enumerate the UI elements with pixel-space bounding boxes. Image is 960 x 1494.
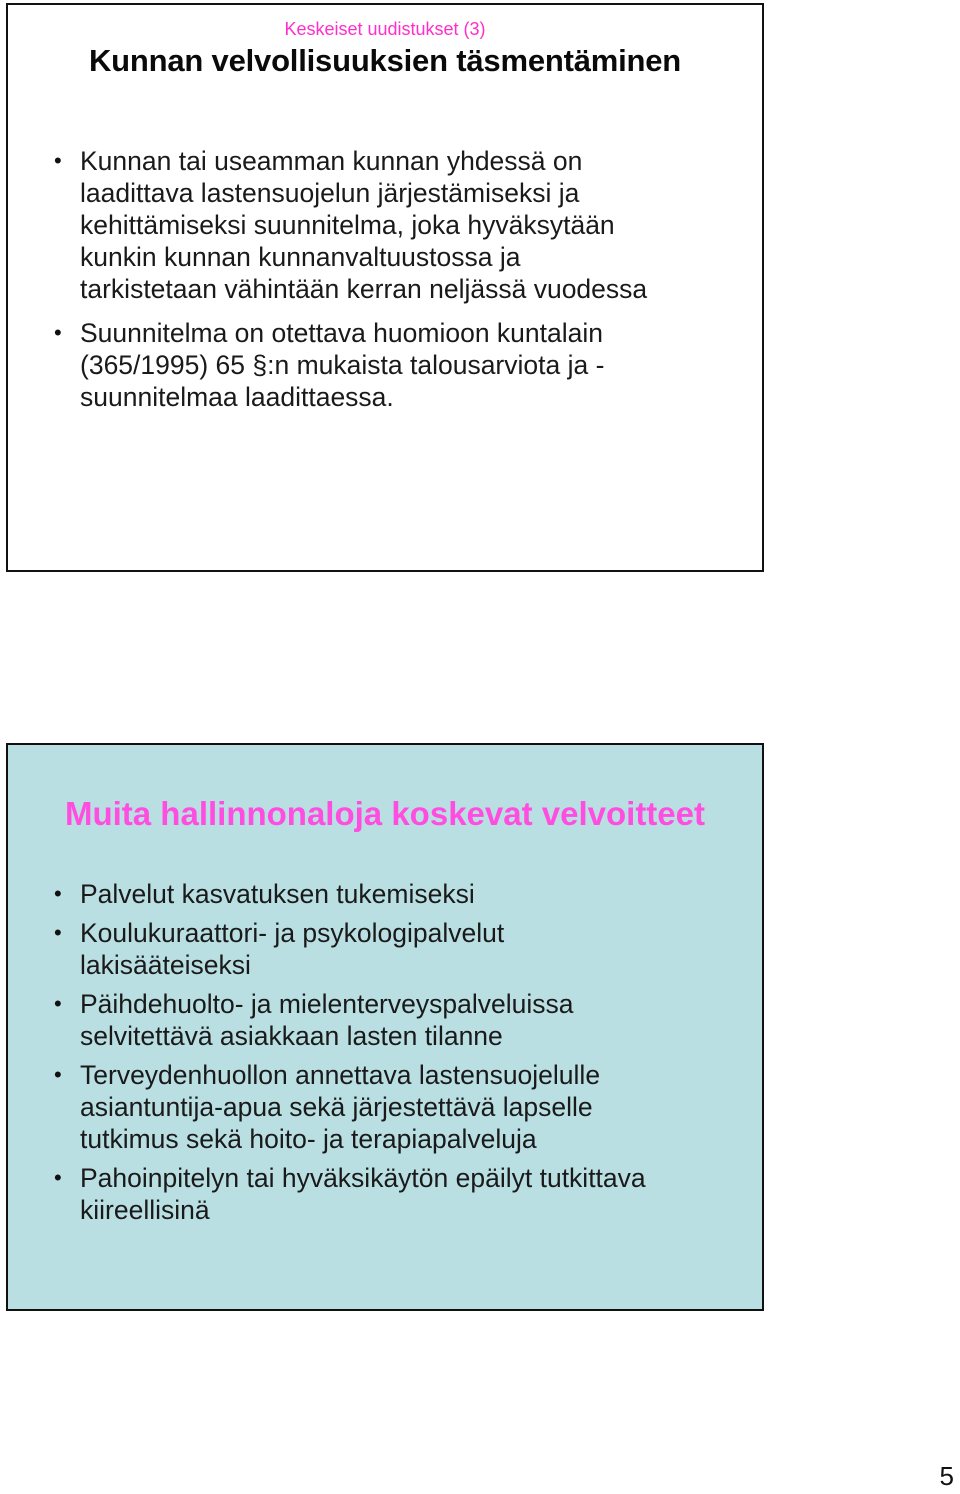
bullet-icon: •	[54, 1165, 62, 1190]
bullet-text-line: Suunnitelma on otettava huomioon kuntalain	[80, 318, 603, 348]
bullet-item	[54, 1059, 732, 1155]
bullet-item	[54, 988, 732, 1052]
bullet-text-line: lakisääteiseksi	[80, 950, 251, 980]
bullet-text-line: selvitettävä asiakkaan lasten tilanne	[80, 1021, 503, 1051]
bullet-list	[54, 878, 732, 1233]
bullet-text-line: Kunnan tai useamman kunnan yhdessä on	[80, 146, 583, 176]
bullet-icon: •	[54, 320, 62, 345]
bullet-icon: •	[54, 920, 62, 945]
bullet-text-line: suunnitelmaa laadittaessa.	[80, 382, 394, 412]
bullet-icon: •	[54, 1062, 62, 1087]
bullet-text-line: laadittava lastensuojelun järjestämiseksi ja	[80, 178, 580, 208]
bullet-text-line: Palvelut kasvatuksen tukemiseksi	[80, 879, 475, 909]
bullet-item	[54, 145, 732, 305]
page-number: 5	[939, 1461, 954, 1491]
bullet-item	[54, 317, 732, 413]
bullet-text-line: asiantuntija-apua sekä järjestettävä lapselle	[80, 1092, 593, 1122]
bullet-text-line: Pahoinpitelyn tai hyväksikäytön epäilyt tutkittava	[80, 1163, 646, 1193]
bullet-text-line: tarkistetaan vähintään kerran neljässä vuodessa	[80, 274, 648, 304]
bullet-text-line: (365/1995) 65 §:n mukaista talousarviota ja -	[80, 350, 605, 380]
slide-title: Muita hallinnonaloja koskevat velvoitteet	[64, 795, 705, 832]
bullet-icon: •	[54, 991, 62, 1016]
bullet-item	[54, 917, 732, 981]
bullet-text-line: tutkimus sekä hoito- ja terapiapalveluja	[80, 1124, 537, 1154]
slide-2	[6, 743, 764, 1311]
bullet-text-line: Terveydenhuollon annettava lastensuojelulle	[80, 1060, 601, 1090]
bullet-text-line: kunkin kunnan kunnanvaltuustossa ja	[80, 242, 521, 272]
bullet-icon: •	[54, 881, 62, 906]
bullet-text-line: kiireellisinä	[80, 1195, 210, 1225]
bullet-item	[54, 878, 732, 910]
bullet-icon: •	[54, 148, 62, 173]
bullet-text-line: Päihdehuolto- ja mielenterveyspalveluissa	[80, 989, 574, 1019]
slide-kicker: Keskeiset uudistukset (3)	[284, 19, 486, 39]
slide-title: Kunnan velvollisuuksien täsmentäminen	[88, 43, 682, 78]
bullet-text-line: kehittämiseksi suunnitelma, joka hyväksytään	[80, 210, 615, 240]
bullet-list	[54, 145, 732, 425]
bullet-text-line: Koulukuraattori- ja psykologipalvelut	[80, 918, 505, 948]
slide-1	[6, 3, 764, 572]
bullet-item	[54, 1162, 732, 1226]
